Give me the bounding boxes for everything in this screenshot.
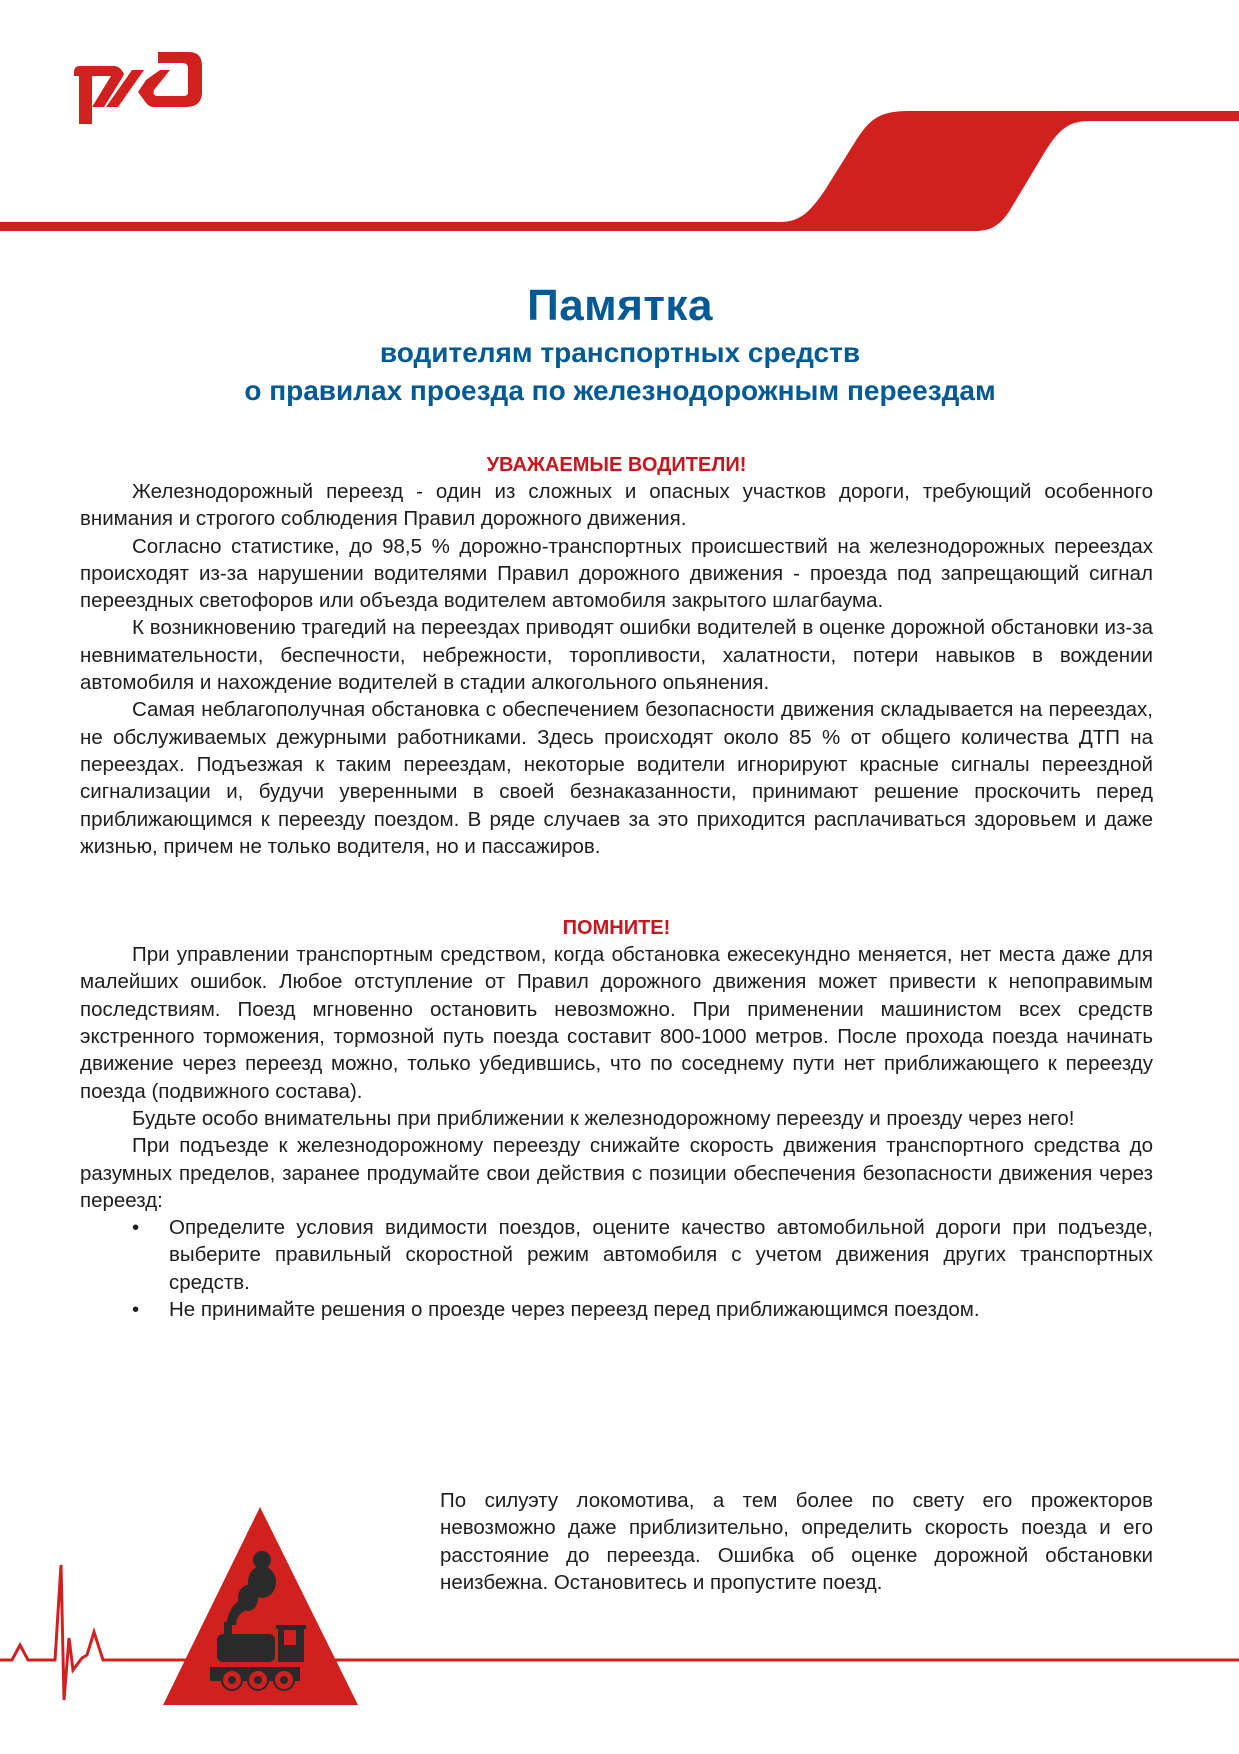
bullet-list (80, 1214, 1153, 1323)
bullet-icon: • (132, 1216, 140, 1240)
paragraph: Будьте особо внимательны при приближении к железнодорожному переезду и проезду через него! (132, 1106, 1075, 1130)
document-body (80, 452, 1153, 1323)
page-subtitle-line1: водителям транспортных средств (379, 337, 861, 368)
bullet-item (80, 1296, 1153, 1323)
page-title: Памятка (527, 281, 713, 330)
bullet-text: Не принимайте решения о проезде через переезд перед приближающимся поездом. (169, 1298, 980, 1322)
bullet-text: Определите условия видимости поездов, оцените качество автомобильной дороги при подъезде, выберите правильный скоростной режим автомобиля с учетом движения других транспортных средств. (169, 1216, 1153, 1294)
paragraph: Согласно статистике, до 98,5 % дорожно-транспортных происшествий на железнодорожных переездах происходят из-за нарушении водителями Правил дорожного движения - проезда под запрещающий сигнал переездных светофоров или объезда водителем автомобиля закрытого шлагбаума. (80, 534, 1153, 613)
paragraph: При подъезде к железнодорожному переезду снижайте скорость движения транспортного средства до разумных пределов, заранее продумайте свои действия с позиции обеспечения безопасности движения через переезд: (80, 1134, 1153, 1212)
title-block (60, 278, 1180, 410)
paragraph: Железнодорожный переезд - один из сложных и опасных участков дороги, требующий особенного внимания и строгого соблюдения Правил дорожного движения. (80, 480, 1153, 531)
rzd-logo (74, 52, 204, 128)
paragraph: При управлении транспортным средством, когда обстановка ежесекундно меняется, нет места даже для малейших ошибок. Любое отступление от Правил дорожного движения может привести к непоправимым последствиям. Поезд мгновенно остановить невозможно. При применении машинистом всех средств экстренного торможения, тормозной путь поезда составит 800-1000 метров. После прохода поезда начинать движение через переезд можно, только убедившись, что по соседнему пути нет приближающего к переезду поезда (подвижного состава). (80, 943, 1153, 1103)
paragraph: Самая неблагополучная обстановка с обеспечением безопасности движения складывается на переездах, не обслуживаемых дежурными работниками. Здесь происходят около 85 % от общего количества ДТП на переездах. Подъезжая к таким переездам, некоторые водители игнорируют красные сигналы переездной сигнализации и, будучи уверенными в своей безнаказанности, принимают решение проскочить перед приближающимся к переезду поездом. В ряде случаев за это приходится расплачиваться здоровьем и даже жизнью, причем не только водителя, но и пассажиров. (80, 698, 1153, 858)
train-crossing-warning-icon (163, 1507, 358, 1705)
bullet-icon: • (132, 1298, 140, 1322)
paragraph: К возникновению трагедий на переездах приводят ошибки водителей в оценке дорожной обстановки из-за невнимательности, беспечности, небрежности, торопливости, халатности, потери навыков в вождении автомобиля и нахождение водителей в стадии алкогольного опьянения. (80, 616, 1153, 695)
bullet-item (80, 1214, 1153, 1296)
page-subtitle-line2: о правилах проезда по железнодорожным переездам (244, 375, 996, 406)
section-spacer (80, 860, 1153, 915)
section-heading-remember: ПОМНИТЕ! (562, 917, 671, 940)
section-heading-dear-drivers: УВАЖАЕМЫЕ ВОДИТЕЛИ! (486, 454, 747, 476)
bullet-continuation: По силуэту локомотива, а тем более по свету его прожекторов невозможно даже приблизительно, определить скорость поезда и его расстояние до переезда. Ошибка об оценке дорожной обстановки неизбежна. Остановитесь и пропустите поезд. (440, 1489, 1153, 1594)
